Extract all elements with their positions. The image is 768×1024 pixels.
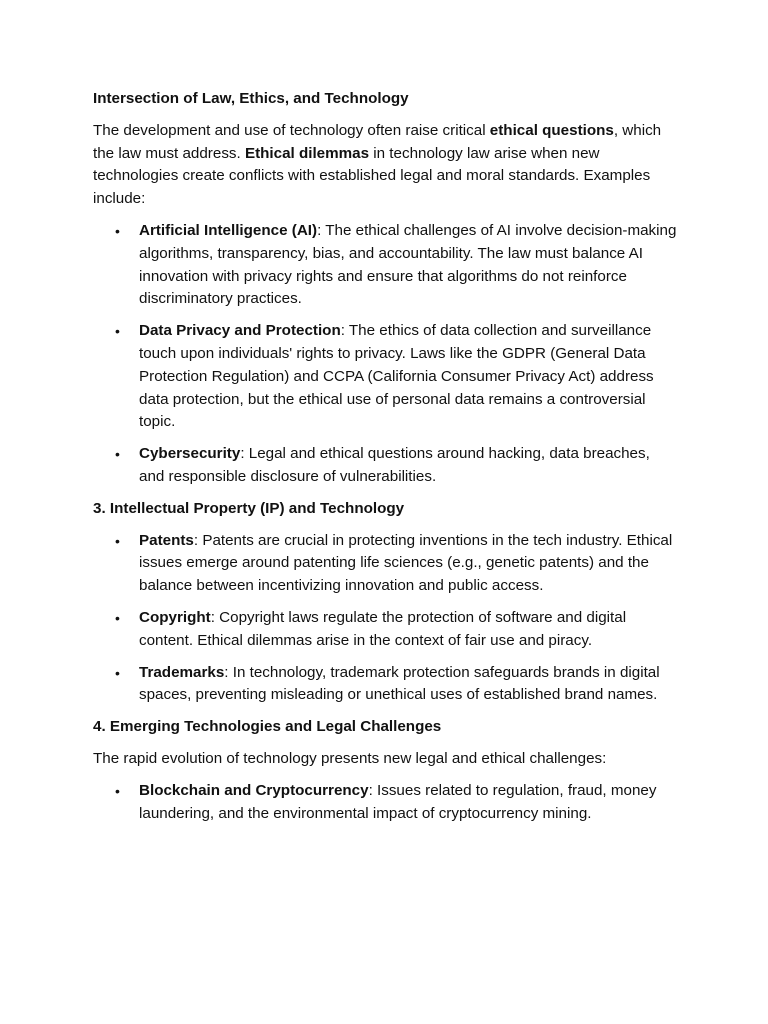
emerging-list: [93, 780, 678, 826]
item-term: Blockchain and Cryptocurrency: [139, 781, 369, 799]
item-term: Cybersecurity: [139, 445, 241, 463]
item-text: : Patents are crucial in protecting inventions in the tech industry. Ethical issues emerge around patenting life sciences (e.g., genetic patents) and the balance between incentivizing innovation and public access.: [139, 531, 673, 595]
bullet-icon: •: [115, 532, 120, 549]
item-term: Copyright: [139, 608, 211, 626]
bullet-icon: •: [115, 222, 120, 239]
list-item: [93, 443, 678, 489]
item-term: Trademarks: [139, 663, 225, 681]
intro-text-2: , which the law must address.: [93, 121, 662, 162]
intro-text-1: The development and use of technology often raise critical: [93, 121, 490, 139]
intro-bold-ethical-dilemmas: Ethical dilemmas: [244, 144, 370, 162]
item-text: : Copyright laws regulate the protection of software and digital content. Ethical dilemmas arise in the context of fair use and piracy.: [139, 608, 627, 649]
list-item: [93, 320, 678, 434]
item-term: Artificial Intelligence (AI): [139, 221, 318, 239]
section-heading-ip: 3. Intellectual Property (IP) and Technology: [93, 499, 405, 517]
item-text: : The ethics of data collection and surveillance touch upon individuals' rights to privacy. Laws like the GDPR (General Data Protection Regulation) and CCPA (California Consumer Privacy Act) address data protection, but the ethical use of personal data remains a controversial topic.: [139, 322, 654, 431]
item-text: : In technology, trademark protection safeguards brands in digital spaces, preventing misleading or unethical uses of established brand names.: [139, 663, 660, 704]
list-item: [93, 220, 678, 311]
emerging-intro-paragraph: The rapid evolution of technology presents new legal and ethical challenges:: [93, 749, 607, 767]
bullet-icon: •: [115, 323, 120, 340]
bullet-icon: •: [115, 782, 120, 799]
item-text: : The ethical challenges of AI involve decision-making algorithms, transparency, bias, and accountability. The law must balance AI innovation with privacy rights and ensure that algorithms do not reinforce discriminatory practices.: [139, 221, 677, 308]
bullet-icon: •: [115, 664, 120, 681]
item-text: : Issues related to regulation, fraud, money laundering, and the environmental impact of cryptocurrency mining.: [139, 781, 657, 822]
section-heading-emerging: 4. Emerging Technologies and Legal Challenges: [93, 718, 442, 736]
bullet-icon: •: [115, 446, 120, 463]
intro-paragraph: [93, 120, 678, 211]
list-item: [93, 607, 678, 653]
intro-text-3: in technology law arise when new technologies create conflicts with established legal and moral standards. Examples include:: [93, 144, 651, 208]
list-item: [93, 530, 678, 598]
intro-bold-ethical-questions: ethical questions: [489, 121, 614, 139]
item-term: Patents: [139, 531, 194, 549]
item-text: : Legal and ethical questions around hacking, data breaches, and responsible disclosure of vulnerabilities.: [139, 445, 650, 485]
list-item: [93, 662, 678, 708]
list-item: [93, 780, 678, 826]
ethics-examples-list: [93, 220, 678, 489]
bullet-icon: •: [115, 609, 120, 626]
ip-list: [93, 530, 678, 708]
item-term: Data Privacy and Protection: [139, 322, 341, 340]
section-heading-intersection: Intersection of Law, Ethics, and Technology: [93, 90, 409, 107]
